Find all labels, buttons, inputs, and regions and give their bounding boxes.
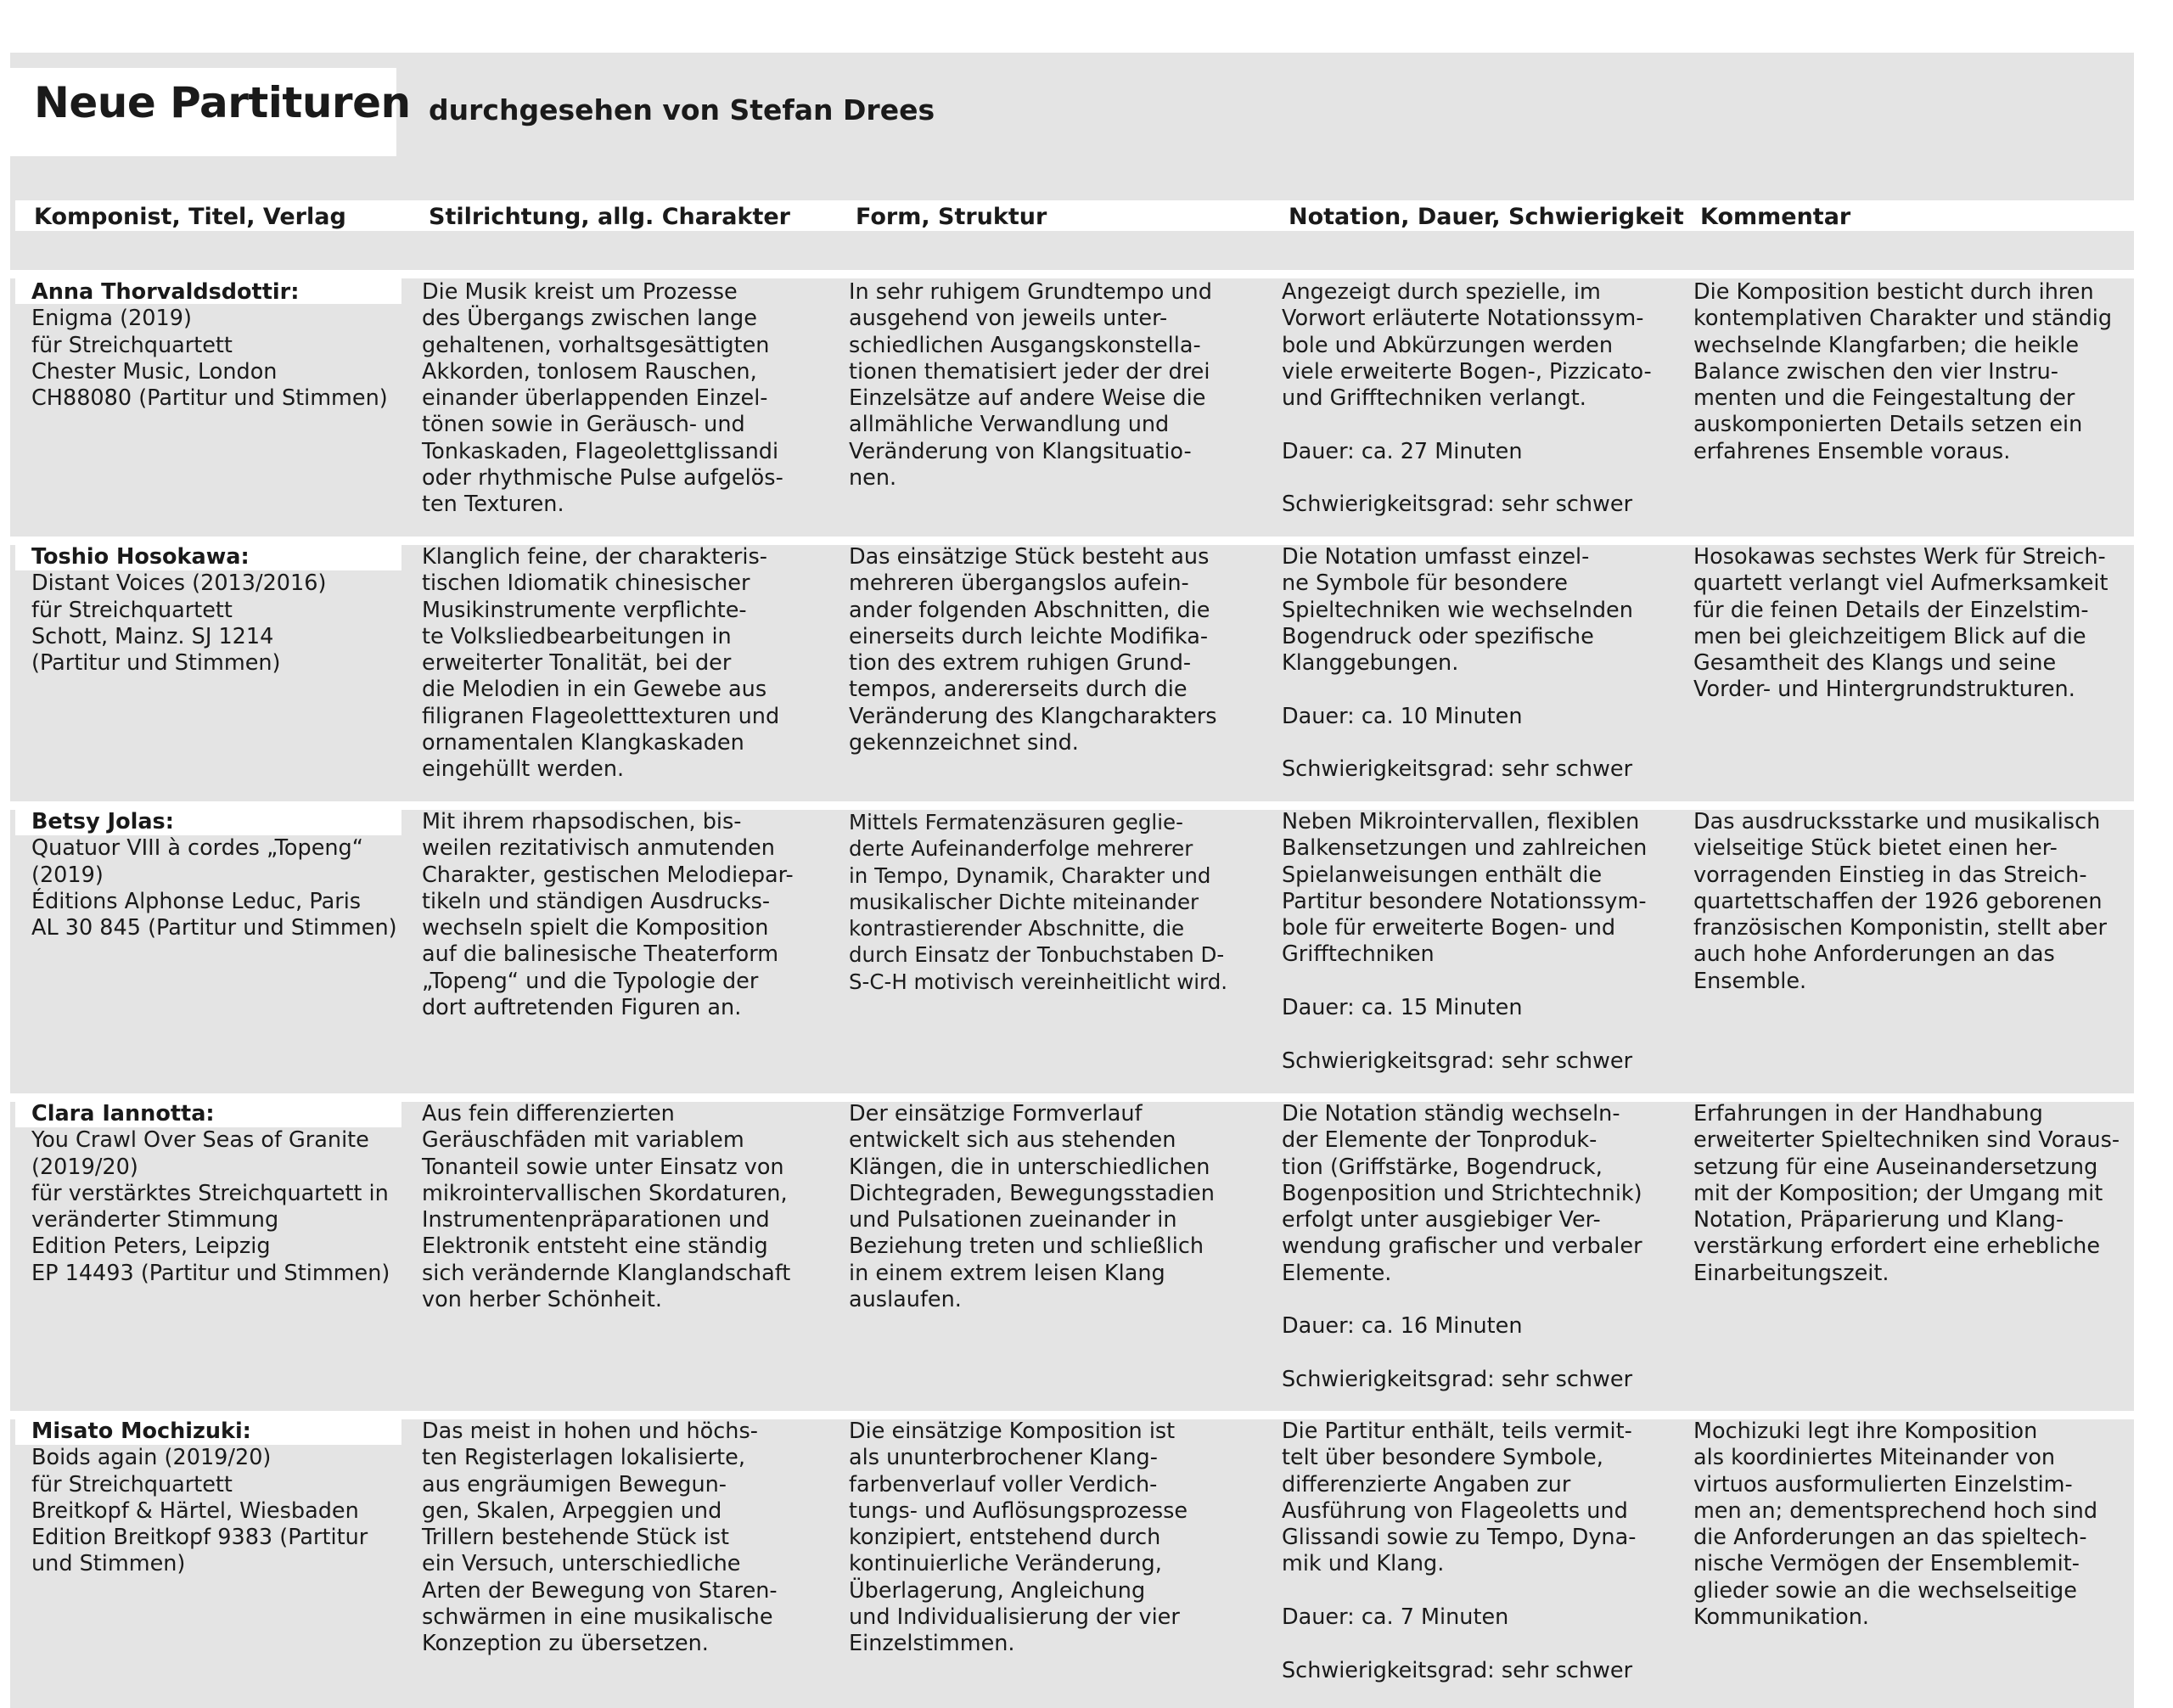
column-header-comment: Kommentar: [1700, 204, 1851, 230]
page-title: Neue Partituren: [34, 78, 411, 127]
work-details: Quatuor VIII à cordes „Topeng“ (2019) Éditions Alphonse Leduc, Paris AL 30 845 (Partitur und Stimmen): [31, 835, 397, 941]
work-details: You Crawl Over Seas of Granite (2019/20) für verstärktes Streichquartett in veränderter Stimmung Edition Peters, Leipzig EP 14493 (Partitur und Stimmen): [31, 1127, 390, 1286]
notation-cell: Die Notation umfasst einzel- ne Symbole für besondere Spieltechniken wie wechselnden Bogendruck oder spezifische Klanggebungen. Dauer: ca. 10 Minuten Schwierigkeitsgrad: sehr schwer: [1282, 544, 1633, 783]
comment-cell: Mochizuki legt ihre Komposition als koordiniertes Miteinander von virtuos ausformulierten Einzelstim- men an; dementsprechend hoch sind die Anforderungen an das spieltech- nische Vermögen der Ensemblemit- glieder sowie an die wechselseitige Kommunikation.: [1693, 1419, 2098, 1631]
composer-name: Clara Iannotta:: [31, 1101, 215, 1126]
composer-cell: [31, 1419, 368, 1578]
column-header-style: Stilrichtung, allg. Charakter: [429, 204, 790, 230]
notation-cell: Neben Mikrointervallen, flexiblen Balkensetzungen und zahlreichen Spielanweisungen enthält die Partitur besondere Notationssym- bole für erweiterte Bogen- und Grifftechniken Dauer: ca. 15 Minuten Schwierigkeitsgrad: sehr schwer: [1282, 809, 1648, 1074]
composer-name: Anna Thorvaldsdottir:: [31, 279, 300, 305]
composer-name: Toshio Hosokawa:: [31, 544, 250, 570]
composer-name: Misato Mochizuki:: [31, 1419, 251, 1444]
style-cell: Das meist in hohen und höchs- ten Registerlagen lokalisierte, aus engräumigen Bewegun- gen, Skalen, Arpeggien und Trillern bestehende Stück ist ein Versuch, unterschiedliche Arten der Bewegung von Staren- schwärmen in eine musikalische Konzeption zu übersetzen.: [422, 1419, 778, 1657]
comment-cell: Das ausdrucksstarke und musikalisch vielseitige Stück bietet einen her- vorragenden Einstieg in das Streich- quartettschaffen der 1926 geborenen französischen Komponistin, stellt aber auch hohe Anforderungen an das Ensemble.: [1693, 809, 2107, 994]
form-cell: Der einsätzige Formverlauf entwickelt sich aus stehenden Klängen, die in unterschiedlichen Dichtegraden, Bewegungsstadien und Pulsationen zueinander in Beziehung treten und schließlich in einem extrem leisen Klang auslaufen.: [849, 1101, 1215, 1313]
work-details: Distant Voices (2013/2016) für Streichquartett Schott, Mainz. SJ 1214 (Partitur und Stimmen): [31, 570, 327, 677]
notation-cell: Angezeigt durch spezielle, im Vorwort erläuterte Notationssym- bole und Abkürzungen werden viele erweiterte Bogen-, Pizzicato- und Grifftechniken verlangt. Dauer: ca. 27 Minuten Schwierigkeitsgrad: sehr schwer: [1282, 279, 1652, 518]
row-divider: [10, 270, 2134, 278]
composer-cell: [31, 544, 326, 677]
comment-cell: Erfahrungen in der Handhabung erweiterter Spieltechniken sind Voraus- setzung für eine Auseinandersetzung mit der Komposition; der Umgang mit Notation, Präparierung und Klang- verstärkung erfordert eine erhebliche Einarbeitungszeit.: [1693, 1101, 2120, 1286]
column-header-notation: Notation, Dauer, Schwierigkeit: [1289, 204, 1684, 230]
composer-cell: [31, 809, 397, 941]
comment-cell: Die Komposition besticht durch ihren kontemplativen Charakter und ständig wechselnde Klangfarben; die heikle Balance zwischen den vier Instru- menten und die Feingestaltung der auskomponierten Details setzen ein erfahrenes Ensemble voraus.: [1693, 279, 2113, 464]
form-cell: Das einsätzige Stück besteht aus mehreren übergangslos aufein- ander folgenden Abschnitten, die einerseits durch leichte Modifika- tion des extrem ruhigen Grund- tempos, andererseits durch die Veränderung des Klangcharakters gekennzeichnet sind.: [849, 544, 1217, 756]
page-subtitle: durchgesehen von Stefan Drees: [429, 93, 935, 126]
style-cell: Aus fein differenzierten Geräuschfäden mit variablem Tonanteil sowie unter Einsatz von mikrointervallischen Skordaturen, Instrumentenpräparationen und Elektronik entsteht eine ständig sich verändernde Klanglandschaft von herber Schönheit.: [422, 1101, 791, 1313]
form-cell: Die einsätzige Komposition ist als ununterbrochener Klang- farbenverlauf voller Verdich- tungs- und Auflösungsprozesse konzipiert, entstehend durch kontinuierliche Veränderung, Überlagerung, Angleichung und Individualisierung der vier Einzelstimmen.: [849, 1419, 1188, 1657]
composer-cell: [31, 279, 388, 412]
style-cell: Die Musik kreist um Prozesse des Übergangs zwischen lange gehaltenen, vorhaltsgesättigten Akkorden, tonlosem Rauschen, einander überlappenden Einzel- tönen sowie in Geräusch- und Tonkaskaden, Flageolettglissandi oder rhythmische Pulse aufgelös- ten Texturen.: [422, 279, 783, 518]
form-cell: In sehr ruhigem Grundtempo und ausgehend von jeweils unter- schiedlichen Ausgangskonstella- tionen thematisiert jeder der drei Einzelsätze auf andere Weise die allmähliche Verwandlung und Veränderung von Klangsituatio- nen.: [849, 279, 1212, 492]
style-cell: Mit ihrem rhapsodischen, bis- weilen rezitativisch anmutenden Charakter, gestischen Melodiepar- tikeln und ständigen Ausdrucks- wechseln spielt die Komposition auf die balinesische Theaterform „Topeng“ und die Typologie der dort auftretenden Figuren an.: [422, 809, 794, 1021]
notation-cell: Die Notation ständig wechseln- der Elemente der Tonproduk- tion (Griffstärke, Bogendruck, Bogenposition und Strichtechnik) erfolgt unter ausgiebiger Ver- wendung grafischer und verbaler Elemente. Dauer: ca. 16 Minuten Schwierigkeitsgrad: sehr schwer: [1282, 1101, 1642, 1392]
notation-cell: Die Partitur enthält, teils vermit- telt über besondere Symbole, differenzierte Angaben zur Ausführung von Flageoletts und Glissandi sowie zu Tempo, Dyna- mik und Klang. Dauer: ca. 7 Minuten Schwierigkeitsgrad: sehr schwer: [1282, 1419, 1637, 1683]
column-header-composer: Komponist, Titel, Verlag: [34, 204, 346, 230]
work-details: Enigma (2019) für Streichquartett Chester Music, London CH88080 (Partitur und Stimmen): [31, 306, 388, 412]
column-header-form: Form, Struktur: [856, 204, 1047, 230]
form-cell: Mittels Fermatenzäsuren geglie- derte Aufeinanderfolge mehrerer in Tempo, Dynamik, Charakter und musikalischer Dichte miteinander kontrastierender Abschnitte, die durch Einsatz der Tonbuchstaben D- S-C-H motivisch vereinheitlicht wird.: [849, 810, 1228, 994]
composer-cell: [31, 1101, 390, 1287]
composer-name: Betsy Jolas:: [31, 809, 174, 834]
style-cell: Klanglich feine, der charakteris- tischen Idiomatik chinesischer Musikinstrumente verpflichte- te Volksliedbearbeitungen in erweiterter Tonalität, bei der die Melodien in ein Gewebe aus filigranen Flageoletttexturen und ornamentalen Klangkaskaden eingehüllt werden.: [422, 544, 780, 783]
work-details: Boids again (2019/20) für Streichquartett Breitkopf & Härtel, Wiesbaden Edition Breitkopf 9383 (Partitur und Stimmen): [31, 1445, 368, 1577]
comment-cell: Hosokawas sechstes Werk für Streich- quartett verlangt viel Aufmerksamkeit für die feinen Details der Einzelstim- men bei gleichzeitigem Blick auf die Gesamtheit des Klangs und seine Vorder- und Hintergrundstrukturen.: [1693, 544, 2108, 703]
